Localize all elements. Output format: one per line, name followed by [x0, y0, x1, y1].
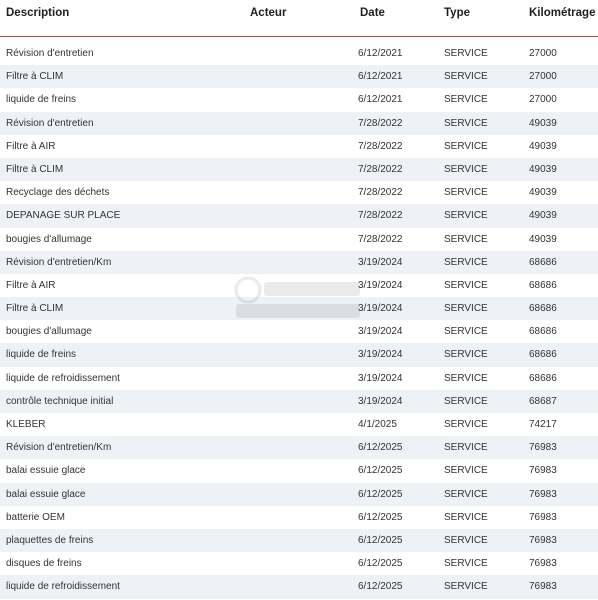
- cell-date: 3/19/2024: [358, 326, 403, 338]
- cell-mileage: 49039: [529, 210, 557, 222]
- table-row: [0, 343, 598, 366]
- cell-description: Filtre à CLIM: [6, 303, 64, 315]
- table-row: [0, 506, 598, 529]
- cell-type: SERVICE: [444, 94, 488, 106]
- cell-mileage: 49039: [529, 140, 557, 152]
- cell-mileage: 68686: [529, 326, 557, 338]
- table-row: [0, 483, 598, 506]
- table-row: [0, 436, 598, 459]
- table-row: [0, 413, 598, 436]
- table-row: [0, 228, 598, 251]
- cell-type: SERVICE: [444, 233, 488, 245]
- cell-type: SERVICE: [444, 511, 488, 523]
- cell-type: SERVICE: [444, 349, 488, 361]
- cell-date: 6/12/2025: [358, 465, 403, 477]
- cell-date: 6/12/2025: [358, 442, 403, 454]
- cell-date: 7/28/2022: [358, 140, 403, 152]
- column-header-type: Type: [444, 7, 470, 19]
- table-header: [0, 0, 598, 37]
- cell-description: Révision d'entretien: [6, 48, 94, 59]
- cell-description: Filtre à CLIM: [6, 71, 64, 83]
- cell-mileage: 74217: [529, 419, 557, 430]
- cell-mileage: 68686: [529, 303, 557, 315]
- cell-date: 6/12/2025: [358, 511, 403, 523]
- table-row: [0, 204, 598, 227]
- table-row: [0, 529, 598, 552]
- cell-date: 6/12/2025: [358, 558, 403, 570]
- cell-mileage: 76983: [529, 511, 557, 523]
- cell-description: liquide de freins: [6, 349, 77, 361]
- cell-type: SERVICE: [444, 187, 488, 199]
- cell-type: SERVICE: [444, 71, 488, 83]
- cell-description: bougies d'allumage: [6, 326, 92, 338]
- cell-mileage: 27000: [529, 71, 557, 83]
- cell-mileage: 76983: [529, 465, 557, 477]
- cell-mileage: 76983: [529, 488, 557, 500]
- cell-type: SERVICE: [444, 372, 488, 384]
- cell-date: 6/12/2025: [358, 534, 403, 546]
- cell-date: 4/1/2025: [358, 419, 397, 430]
- cell-date: 7/28/2022: [358, 163, 403, 175]
- cell-type: SERVICE: [444, 395, 488, 407]
- table-row: [0, 65, 598, 88]
- cell-type: SERVICE: [444, 581, 488, 593]
- cell-type: SERVICE: [444, 256, 488, 268]
- cell-description: DEPANAGE SUR PLACE: [6, 210, 121, 222]
- cell-mileage: 49039: [529, 187, 557, 199]
- cell-mileage: 68686: [529, 279, 557, 291]
- cell-mileage: 49039: [529, 233, 557, 245]
- cell-date: 6/12/2021: [358, 71, 403, 83]
- cell-date: 3/19/2024: [358, 349, 403, 361]
- cell-description: liquide de freins: [6, 94, 77, 106]
- cell-type: SERVICE: [444, 303, 488, 315]
- cell-type: SERVICE: [444, 117, 488, 129]
- cell-description: balai essuie glace: [6, 465, 86, 477]
- table-body: [0, 42, 598, 599]
- cell-description: Filtre à CLIM: [6, 163, 64, 175]
- table-row: [0, 575, 598, 598]
- cell-date: 6/12/2025: [358, 488, 403, 500]
- column-header-description: Description: [6, 7, 70, 19]
- cell-description: Révision d'entretien/Km: [6, 442, 112, 454]
- table-row: [0, 390, 598, 413]
- cell-description: liquide de refroidissement: [6, 372, 120, 384]
- cell-type: SERVICE: [444, 163, 488, 175]
- column-header-mileage: Kilométrage: [529, 7, 596, 19]
- column-header-actor: Acteur: [250, 7, 287, 19]
- cell-date: 7/28/2022: [358, 117, 403, 129]
- cell-type: SERVICE: [444, 465, 488, 477]
- table-row: [0, 367, 598, 390]
- cell-type: SERVICE: [444, 210, 488, 222]
- cell-date: 6/12/2021: [358, 94, 403, 106]
- cell-description: KLEBER: [6, 419, 46, 430]
- table-row: [0, 135, 598, 158]
- cell-date: 6/12/2021: [358, 48, 403, 59]
- table-row: [0, 181, 598, 204]
- cell-description: contrôle technique initial: [6, 395, 114, 407]
- table-row: [0, 552, 598, 575]
- cell-type: SERVICE: [444, 419, 488, 430]
- cell-description: liquide de refroidissement: [6, 581, 120, 593]
- cell-date: 7/28/2022: [358, 210, 403, 222]
- cell-date: 7/28/2022: [358, 233, 403, 245]
- table-row: [0, 274, 598, 297]
- cell-mileage: 49039: [529, 117, 557, 129]
- table-row: [0, 88, 598, 111]
- cell-type: SERVICE: [444, 488, 488, 500]
- cell-date: 3/19/2024: [358, 395, 403, 407]
- cell-mileage: 76983: [529, 558, 557, 570]
- cell-date: 3/19/2024: [358, 303, 403, 315]
- cell-type: SERVICE: [444, 140, 488, 152]
- cell-description: disques de freins: [6, 558, 82, 570]
- table-row: [0, 42, 598, 65]
- table-row: [0, 297, 598, 320]
- column-header-date: Date: [360, 7, 385, 19]
- cell-date: 3/19/2024: [358, 279, 403, 291]
- cell-description: plaquettes de freins: [6, 534, 94, 546]
- cell-type: SERVICE: [444, 558, 488, 570]
- table-row: [0, 112, 598, 135]
- cell-type: SERVICE: [444, 279, 488, 291]
- cell-type: SERVICE: [444, 534, 488, 546]
- cell-description: Révision d'entretien/Km: [6, 256, 112, 268]
- cell-mileage: 68686: [529, 372, 557, 384]
- table-row: [0, 320, 598, 343]
- cell-date: 6/12/2025: [358, 581, 403, 593]
- cell-mileage: 76983: [529, 581, 557, 593]
- cell-type: SERVICE: [444, 48, 488, 59]
- cell-description: Filtre à AIR: [6, 279, 56, 291]
- cell-mileage: 27000: [529, 48, 557, 59]
- cell-description: batterie OEM: [6, 511, 65, 523]
- table-row: [0, 459, 598, 482]
- cell-mileage: 27000: [529, 94, 557, 106]
- cell-mileage: 49039: [529, 163, 557, 175]
- cell-date: 3/19/2024: [358, 372, 403, 384]
- cell-mileage: 76983: [529, 534, 557, 546]
- cell-mileage: 68687: [529, 395, 557, 407]
- cell-date: 7/28/2022: [358, 187, 403, 199]
- cell-mileage: 68686: [529, 256, 557, 268]
- cell-description: balai essuie glace: [6, 488, 86, 500]
- cell-type: SERVICE: [444, 442, 488, 454]
- cell-type: SERVICE: [444, 326, 488, 338]
- cell-date: 3/19/2024: [358, 256, 403, 268]
- cell-description: Recyclage des déchets: [6, 187, 110, 199]
- cell-description: bougies d'allumage: [6, 233, 92, 245]
- cell-mileage: 68686: [529, 349, 557, 361]
- cell-description: Révision d'entretien: [6, 117, 94, 129]
- table-row: [0, 251, 598, 274]
- cell-mileage: 76983: [529, 442, 557, 454]
- table-row: [0, 158, 598, 181]
- cell-description: Filtre à AIR: [6, 140, 56, 152]
